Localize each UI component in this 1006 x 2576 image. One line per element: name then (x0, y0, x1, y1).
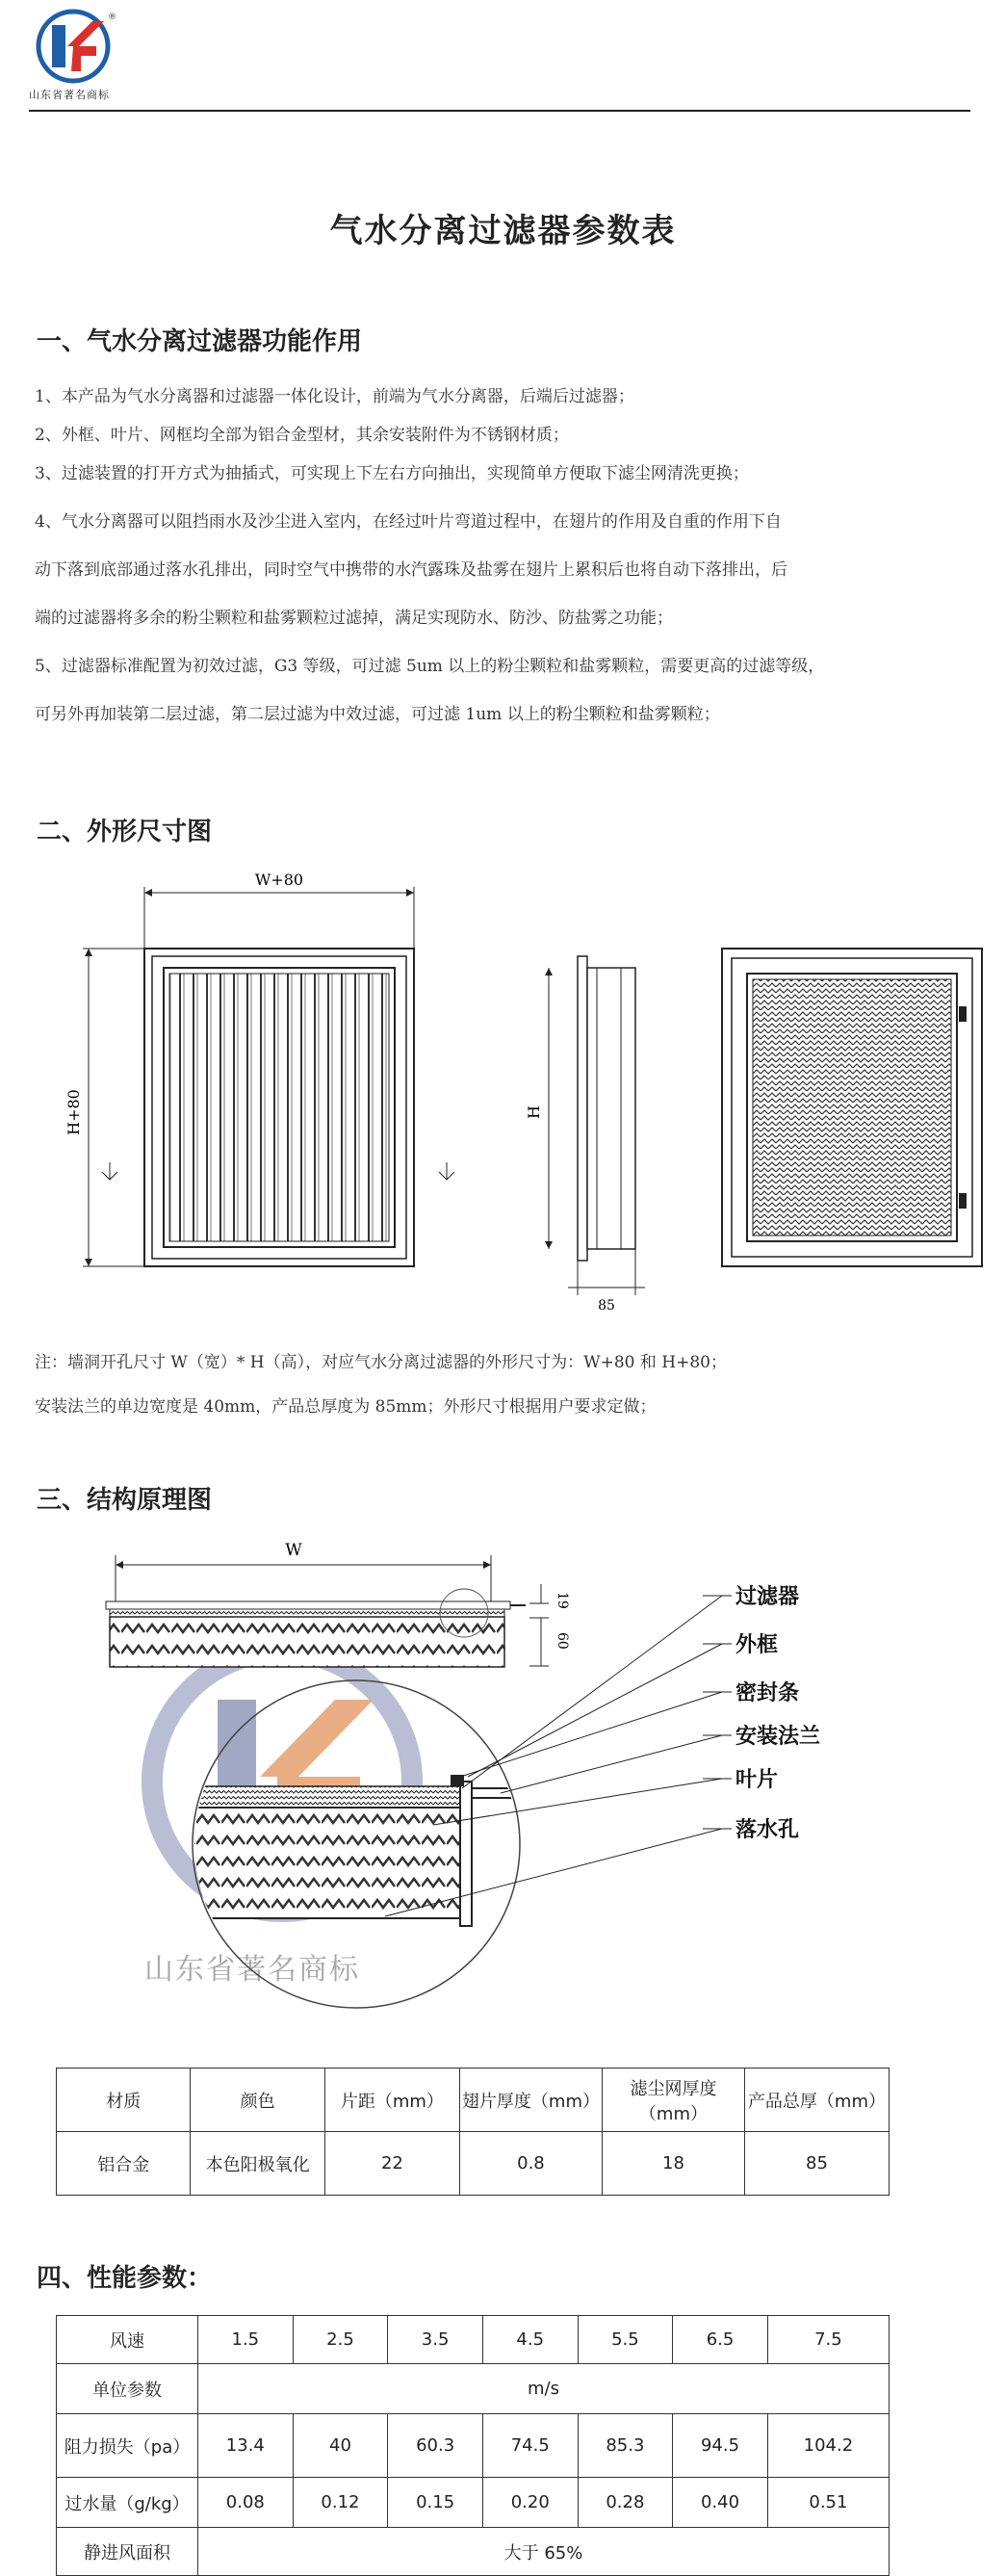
row-label: 风速 (57, 2316, 198, 2364)
table-cell: 94.5 (673, 2414, 768, 2478)
paragraph-line: 动下落到底部通过落水孔排出，同时空气中携带的水汽露珠及盐雾在翅片上累积后也将自动下落排出，后 (35, 560, 787, 580)
table-cell: 0.28 (578, 2478, 673, 2528)
label-drain: 落水孔 (735, 1818, 800, 1842)
table-cell: 13.4 (198, 2414, 294, 2478)
paragraph-line: 可另外再加装第二层过滤，第二层过滤为中效过滤，可过滤 1um 以上的粉尘颗粒和盐雾颗粒； (35, 705, 720, 724)
label-seal: 密封条 (735, 1681, 800, 1705)
label-filter: 过滤器 (735, 1585, 800, 1609)
dim-h: H (525, 1106, 543, 1119)
merged-cell: m/s (198, 2364, 890, 2414)
dimension-notes (35, 1343, 968, 1426)
watermark-text: 山东省著名商标 (144, 1953, 360, 1987)
table-cell: 22 (324, 2132, 459, 2196)
page-title: 气水分离过滤器参数表 (329, 212, 677, 250)
dim-w80: W+80 (254, 871, 304, 889)
table-cell: 3.5 (388, 2316, 483, 2364)
section1-body (35, 377, 968, 734)
row-label: 过水量（g/kg） (57, 2478, 198, 2528)
logo-caption: 山东省著名商标 (29, 89, 110, 101)
structure-diagram (96, 1536, 982, 2017)
table-cell: 0.8 (459, 2132, 602, 2196)
svg-text:®: ® (108, 13, 116, 22)
table-cell: 74.5 (482, 2414, 578, 2478)
section3-heading: 三、结构原理图 (37, 1486, 213, 1515)
paragraph-line: 端的过滤器将多余的粉尘颗粒和盐雾颗粒过滤掉，满足实现防水、防沙、防盐雾之功能； (35, 609, 673, 628)
outline-dimension-drawing (64, 871, 972, 1314)
table-header: 产品总厚（mm） (744, 2069, 889, 2132)
header-rule (29, 110, 970, 112)
dim-depth: 85 (598, 1298, 615, 1314)
table-cell: 本色阳极氧化 (191, 2132, 324, 2196)
table-cell: 0.15 (388, 2478, 483, 2528)
table-cell: 0.20 (482, 2478, 578, 2528)
table-cell: 85.3 (578, 2414, 673, 2478)
label-frame: 外框 (735, 1633, 779, 1657)
paragraph-line: 3、过滤装置的打开方式为抽插式，可实现上下左右方向抽出，实现简单方便取下滤尘网清洗更换； (35, 464, 749, 483)
paragraph-line: 4、气水分离器可以阻挡雨水及沙尘进入室内，在经过叶片弯道过程中，在翅片的作用及自重的作用下自 (35, 512, 782, 532)
paragraph-line: 5、过滤器标准配置为初效过滤，G3 等级，可过滤 5um 以上的粉尘颗粒和盐雾颗粒，需要更高的过滤等级， (35, 657, 825, 676)
merged-cell: 大于 65% (198, 2528, 890, 2576)
dim-60: 60 (555, 1632, 570, 1650)
note-line: 注：墙洞开孔尺寸 W（宽）* H（高），对应气水分离过滤器的外形尺寸为：W+80 和 H+80； (35, 1353, 727, 1372)
table-cell: 2.5 (293, 2316, 388, 2364)
table-cell: 1.5 (198, 2316, 294, 2364)
table-cell: 0.40 (673, 2478, 768, 2528)
table-cell: 85 (744, 2132, 889, 2196)
paragraph-line: 2、外框、叶片、网框均全部为铝合金型材，其余安装附件为不锈钢材质； (35, 426, 569, 445)
row-label: 阻力损失（pa） (57, 2414, 198, 2478)
table-header: 翅片厚度（mm） (459, 2069, 602, 2132)
performance-table (56, 2315, 890, 2576)
row-label: 单位参数 (57, 2364, 198, 2414)
table-header: 滤尘网厚度（mm） (602, 2069, 744, 2132)
table-cell: 40 (293, 2414, 388, 2478)
material-table (56, 2068, 890, 2196)
table-cell: 0.51 (767, 2478, 889, 2528)
table-cell: 18 (602, 2132, 744, 2196)
table-cell: 0.12 (293, 2478, 388, 2528)
label-flange: 安装法兰 (735, 1725, 821, 1749)
table-cell: 104.2 (767, 2414, 889, 2478)
note-line: 安装法兰的单边宽度是 40mm，产品总厚度为 85mm；外形尺寸根据用户要求定做； (35, 1397, 657, 1417)
row-label: 静进风面积 (57, 2528, 198, 2576)
table-cell: 0.08 (198, 2478, 294, 2528)
table-cell: 5.5 (578, 2316, 673, 2364)
section4-heading: 四、性能参数： (37, 2264, 213, 2293)
table-header: 片距（mm） (324, 2069, 459, 2132)
table-cell: 60.3 (388, 2414, 483, 2478)
table-cell: 7.5 (767, 2316, 889, 2364)
section2-heading: 二、外形尺寸图 (37, 818, 213, 846)
label-blade: 叶片 (735, 1768, 779, 1792)
paragraph-line: 1、本产品为气水分离器和过滤器一体化设计，前端为气水分离器，后端后过滤器； (35, 387, 634, 406)
table-cell: 铝合金 (57, 2132, 191, 2196)
table-cell: 4.5 (482, 2316, 578, 2364)
dim-h80: H+80 (64, 1089, 83, 1135)
dim-19: 19 (555, 1592, 570, 1609)
table-cell: 6.5 (673, 2316, 768, 2364)
dim-w: W (285, 1541, 302, 1560)
table-header: 颜色 (191, 2069, 324, 2132)
table-header: 材质 (57, 2069, 191, 2132)
section1-heading: 一、气水分离过滤器功能作用 (37, 327, 363, 356)
brand-logo (35, 8, 119, 85)
